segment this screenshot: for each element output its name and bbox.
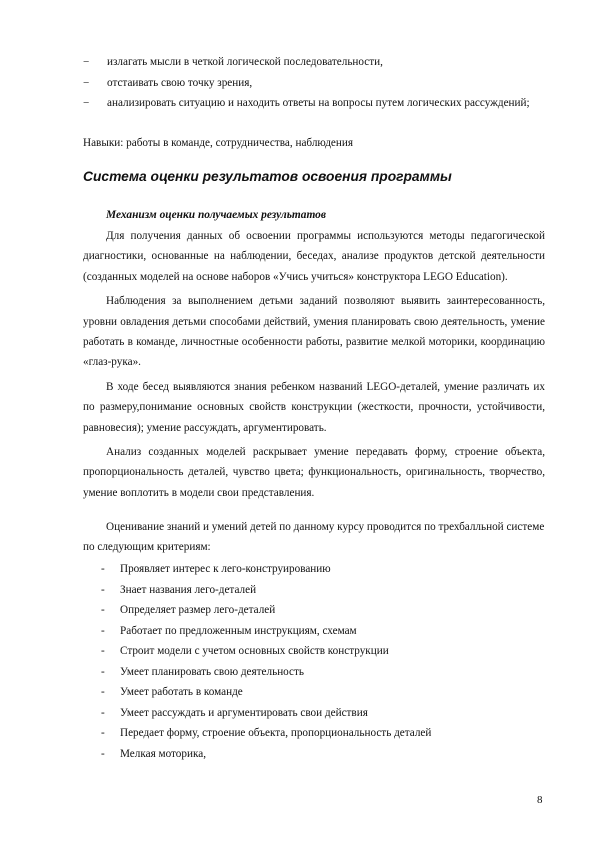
list-item: - Мелкая моторика, <box>101 744 541 765</box>
list-marker: - <box>101 624 105 637</box>
list-marker: - <box>101 604 105 616</box>
list-marker: - <box>101 645 105 657</box>
criteria-intro: Оценивание знаний и умений детей по данному курсу проводится по трехбалльной системе по следующим критериям: <box>83 521 545 554</box>
list-marker: − <box>83 76 90 89</box>
section-title: Система оценки результатов освоения программы <box>83 169 452 184</box>
list-item: − отстаивать свою точку зрения, <box>83 73 545 94</box>
subsection-title: Механизм оценки получаемых результатов <box>106 209 326 221</box>
list-item: - Определяет размер лего-деталей <box>101 600 541 621</box>
list-item: - Работает по предложенным инструкциям, схемам <box>101 621 541 642</box>
list-item: − анализировать ситуацию и находить ответы на вопросы путем логических рассуждений; <box>83 93 545 114</box>
list-item: - Знает названия лего-деталей <box>101 580 541 601</box>
list-item: - Передает форму, строение объекта, пропорциональность деталей <box>101 723 541 744</box>
body-paragraphs <box>83 226 545 507</box>
criteria-list <box>101 559 541 764</box>
list-marker: − <box>83 56 90 68</box>
list-item: − излагать мысли в четкой логической последовательности, <box>83 52 545 73</box>
list-marker: - <box>101 686 105 698</box>
list-marker: - <box>101 727 105 739</box>
list-item: - Умеет рассуждать и аргументировать свои действия <box>101 703 541 724</box>
list-marker: - <box>101 706 105 719</box>
list-item: - Проявляет интерес к лего-конструированию <box>101 559 541 580</box>
paragraph: Наблюдения за выполнением детьми заданий позволяют выявить заинтересованность, уровни овладения детьми способами действий, умения планировать свою деятельность, умение работать в команде, личностные особенности работы, развитие мелкой моторики, координацию «глаз-рука». <box>83 295 545 369</box>
intro-list <box>83 52 545 114</box>
paragraph: Для получения данных об освоении программы используются методы педагогической диагностики, основанные на наблюдении, беседах, анализе продуктов детской деятельности (созданных моделей на основе наборов «Учись учиться» конструктора LEGO Education). <box>83 230 545 283</box>
list-item: - Умеет планировать свою деятельность <box>101 662 541 683</box>
list-marker: - <box>101 583 105 596</box>
list-item: - Строит модели с учетом основных свойств конструкции <box>101 641 541 662</box>
paragraph: Анализ созданных моделей раскрывает умение передавать форму, строение объекта, пропорциональность деталей, чувство цвета; функциональность, оригинальность, творчество, умение воплотить в модели свои представления. <box>83 446 545 499</box>
list-marker: - <box>101 747 105 760</box>
page-number: 8 <box>537 794 543 806</box>
paragraph: В ходе бесед выявляются знания ребенком названий LEGO-деталей, умение различать их по размеру,понимание основных свойств конструкции (жесткости, прочности, устойчивости, равновесия); умение рассуждать, аргументировать. <box>83 380 545 434</box>
skills-line: Навыки: работы в команде, сотрудничества, наблюдения <box>83 137 353 149</box>
list-marker: - <box>101 563 105 575</box>
list-marker: - <box>101 665 105 678</box>
list-item: - Умеет работать в команде <box>101 682 541 703</box>
list-marker: − <box>83 97 90 109</box>
